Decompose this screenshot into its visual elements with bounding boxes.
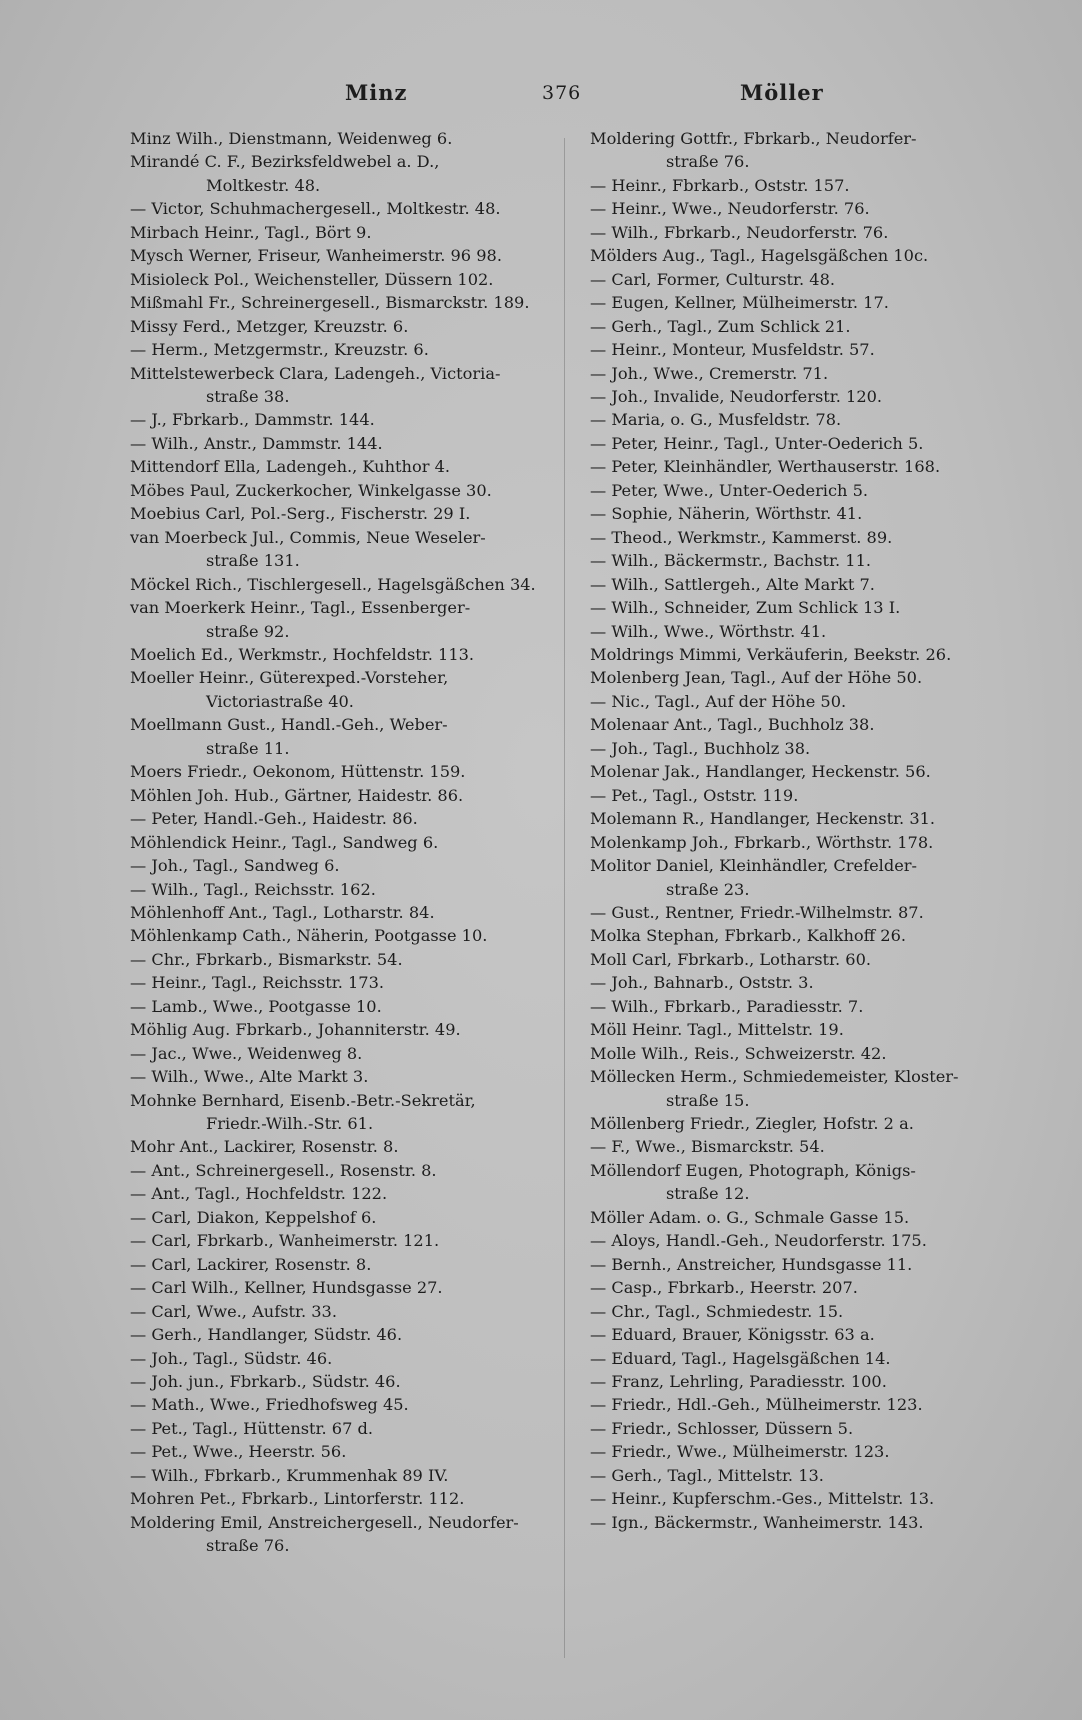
entry-line: Mohnke Bernhard, Eisenb.-Betr.-Sekretär, <box>130 1090 476 1110</box>
entry-line: Moebius Carl, Pol.-Serg., Fischerstr. 29 I. <box>130 504 471 524</box>
directory-entry <box>130 1347 570 1370</box>
entry-line: — Gerh., Handlanger, Südstr. 46. <box>130 1325 403 1345</box>
directory-entry <box>130 362 570 409</box>
directory-entry <box>590 1347 1030 1370</box>
entry-line: Moeller Heinr., Güterexped.-Vorsteher, <box>130 668 449 688</box>
entry-line: Mohr Ant., Lackirer, Rosenstr. 8. <box>130 1137 399 1157</box>
entry-line: Molle Wilh., Reis., Schweizerstr. 42. <box>590 1043 887 1063</box>
directory-entry <box>130 315 570 338</box>
entry-line: — Aloys, Handl.-Geh., Neudorferstr. 175. <box>590 1231 927 1251</box>
directory-entry <box>130 338 570 361</box>
page-header <box>130 80 1020 114</box>
entry-continuation: straße 76. <box>206 1536 290 1556</box>
entry-line: — Chr., Fbrkarb., Bismarkstr. 54. <box>130 949 403 969</box>
entry-line: — Gust., Rentner, Friedr.-Wilhelmstr. 87. <box>590 902 924 922</box>
directory-entry <box>130 1135 570 1158</box>
entry-line: — Ign., Bäckermstr., Wanheimerstr. 143. <box>590 1512 924 1532</box>
entry-line: — Nic., Tagl., Auf der Höhe 50. <box>590 691 847 711</box>
entry-line: — Friedr., Hdl.-Geh., Mülheimerstr. 123. <box>590 1395 923 1415</box>
directory-entry <box>590 1206 1030 1229</box>
directory-entry <box>130 1089 570 1136</box>
entry-line: — F., Wwe., Bismarckstr. 54. <box>590 1137 825 1157</box>
directory-entry <box>130 971 570 994</box>
entry-line: — Wilh., Anstr., Dammstr. 144. <box>130 433 383 453</box>
entry-line: — Joh., Tagl., Buchholz 38. <box>590 738 811 758</box>
entry-line: — Heinr., Wwe., Neudorferstr. 76. <box>590 199 870 219</box>
directory-entry <box>590 971 1030 994</box>
directory-entry <box>590 127 1030 174</box>
entry-line: — Ant., Tagl., Hochfeldstr. 122. <box>130 1184 388 1204</box>
directory-entry <box>130 1159 570 1182</box>
entry-line: — Herm., Metzgermstr., Kreuzstr. 6. <box>130 340 429 360</box>
directory-entry <box>130 1440 570 1463</box>
entry-line: Mittendorf Ella, Ladengeh., Kuhthor 4. <box>130 457 451 477</box>
directory-entry <box>590 1464 1030 1487</box>
directory-entry <box>130 948 570 971</box>
directory-entry <box>590 901 1030 924</box>
directory-entry <box>130 150 570 197</box>
entry-line: Möckel Rich., Tischlergesell., Hagelsgäßchen 34. <box>130 574 536 594</box>
directory-entry <box>590 807 1030 830</box>
directory-entry <box>130 1253 570 1276</box>
directory-entry <box>590 1065 1030 1112</box>
entry-line: — Peter, Kleinhändler, Werthauserstr. 168. <box>590 457 941 477</box>
directory-entry <box>590 760 1030 783</box>
entry-line: — Wilh., Wwe., Alte Markt 3. <box>130 1067 369 1087</box>
directory-entry <box>130 221 570 244</box>
entry-line: — Friedr., Wwe., Mülheimerstr. 123. <box>590 1442 890 1462</box>
directory-entry <box>590 432 1030 455</box>
entry-line: Möhlig Aug. Fbrkarb., Johanniterstr. 49. <box>130 1020 461 1040</box>
entry-continuation: straße 92. <box>206 621 290 641</box>
directory-entry <box>130 1065 570 1088</box>
entry-line: — Wilh., Bäckermstr., Bachstr. 11. <box>590 551 872 571</box>
entry-line: — Casp., Fbrkarb., Heerstr. 207. <box>590 1278 858 1298</box>
directory-entry <box>590 197 1030 220</box>
header-right-keyword: Möller <box>740 80 824 105</box>
entry-line: — Victor, Schuhmachergesell., Moltkestr. 48. <box>130 199 501 219</box>
entry-line: Moldering Emil, Anstreichergesell., Neudorfer- <box>130 1512 519 1532</box>
left-column <box>130 127 570 1558</box>
entry-line: — Joh., Wwe., Cremerstr. 71. <box>590 363 829 383</box>
entry-line: Mysch Werner, Friseur, Wanheimerstr. 96 98. <box>130 246 502 266</box>
directory-entry <box>590 995 1030 1018</box>
directory-entry <box>590 362 1030 385</box>
entry-line: Möbes Paul, Zuckerkocher, Winkelgasse 30. <box>130 480 492 500</box>
directory-entry <box>130 573 570 596</box>
entry-continuation: straße 38. <box>206 386 290 406</box>
directory-entry <box>590 1018 1030 1041</box>
directory-entry <box>130 197 570 220</box>
directory-entry <box>130 1464 570 1487</box>
entry-line: — Carl, Former, Culturstr. 48. <box>590 269 836 289</box>
entry-line: — Peter, Wwe., Unter-Oederich 5. <box>590 480 869 500</box>
entry-continuation: straße 23. <box>666 879 750 899</box>
directory-entry <box>590 924 1030 947</box>
directory-entry <box>590 315 1030 338</box>
entry-line: — Gerh., Tagl., Zum Schlick 21. <box>590 316 851 336</box>
directory-entry <box>130 244 570 267</box>
directory-entry <box>590 1300 1030 1323</box>
entry-line: Molenberg Jean, Tagl., Auf der Höhe 50. <box>590 668 923 688</box>
directory-entry <box>590 408 1030 431</box>
directory-entry <box>590 1229 1030 1252</box>
directory-entry <box>130 1300 570 1323</box>
entry-line: van Moerkerk Heinr., Tagl., Essenberger- <box>130 598 471 618</box>
entry-line: — Wilh., Fbrkarb., Neudorferstr. 76. <box>590 222 889 242</box>
entry-line: — Wilh., Wwe., Wörthstr. 41. <box>590 621 827 641</box>
header-left-keyword: Minz <box>345 80 408 105</box>
entry-continuation: straße 131. <box>206 551 300 571</box>
directory-entry <box>130 432 570 455</box>
directory-entry <box>590 1323 1030 1346</box>
entry-line: — Carl, Lackirer, Rosenstr. 8. <box>130 1254 372 1274</box>
entry-continuation: straße 12. <box>666 1184 750 1204</box>
directory-entry <box>590 385 1030 408</box>
entry-line: — Joh. jun., Fbrkarb., Südstr. 46. <box>130 1372 401 1392</box>
entry-continuation: Victoriastraße 40. <box>206 691 354 711</box>
entry-line: — Pet., Wwe., Heerstr. 56. <box>130 1442 347 1462</box>
directory-entry <box>590 573 1030 596</box>
entry-line: Möhlendick Heinr., Tagl., Sandweg 6. <box>130 832 439 852</box>
entry-line: Molitor Daniel, Kleinhändler, Crefelder- <box>590 856 918 876</box>
entry-line: — Math., Wwe., Friedhofsweg 45. <box>130 1395 409 1415</box>
directory-entry <box>590 338 1030 361</box>
directory-entry <box>590 549 1030 572</box>
directory-entry <box>590 596 1030 619</box>
directory-entry <box>590 948 1030 971</box>
directory-entry <box>590 666 1030 689</box>
entry-line: Möller Adam. o. G., Schmale Gasse 15. <box>590 1207 910 1227</box>
entry-line: — Lamb., Wwe., Pootgasse 10. <box>130 996 382 1016</box>
entry-line: — J., Fbrkarb., Dammstr. 144. <box>130 410 375 430</box>
entry-line: Molemann R., Handlanger, Heckenstr. 31. <box>590 809 936 829</box>
directory-entry <box>590 1440 1030 1463</box>
entry-line: — Wilh., Fbrkarb., Krummenhak 89 IV. <box>130 1465 449 1485</box>
directory-entry <box>590 737 1030 760</box>
entry-line: — Carl, Wwe., Aufstr. 33. <box>130 1301 337 1321</box>
directory-entry <box>130 713 570 760</box>
directory-entry <box>130 901 570 924</box>
entry-line: Molenaar Ant., Tagl., Buchholz 38. <box>590 715 875 735</box>
entry-line: Moll Carl, Fbrkarb., Lotharstr. 60. <box>590 949 872 969</box>
entry-line: Moelich Ed., Werkmstr., Hochfeldstr. 113. <box>130 644 475 664</box>
directory-entry <box>130 268 570 291</box>
directory-entry <box>130 760 570 783</box>
directory-entry <box>130 1511 570 1558</box>
entry-line: Mirbach Heinr., Tagl., Bört 9. <box>130 222 372 242</box>
entry-line: — Eduard, Brauer, Königsstr. 63 a. <box>590 1325 875 1345</box>
entry-line: Minz Wilh., Dienstmann, Weidenweg 6. <box>130 129 453 148</box>
entry-line: — Theod., Werkmstr., Kammerst. 89. <box>590 527 893 547</box>
directory-entry <box>130 1323 570 1346</box>
entry-line: — Sophie, Näherin, Wörthstr. 41. <box>590 504 863 524</box>
directory-entry <box>130 643 570 666</box>
directory-entry <box>590 1159 1030 1206</box>
directory-entry <box>130 831 570 854</box>
directory-entry <box>590 620 1030 643</box>
entry-line: — Franz, Lehrling, Paradiesstr. 100. <box>590 1372 887 1392</box>
entry-line: — Eduard, Tagl., Hagelsgäßchen 14. <box>590 1348 891 1368</box>
directory-entry <box>130 1417 570 1440</box>
directory-entry <box>590 784 1030 807</box>
entry-line: Moers Friedr., Oekonom, Hüttenstr. 159. <box>130 762 466 782</box>
directory-entry <box>130 854 570 877</box>
entry-line: — Joh., Tagl., Südstr. 46. <box>130 1348 333 1368</box>
entry-continuation: Moltkestr. 48. <box>206 175 321 195</box>
entry-line: — Carl, Diakon, Keppelshof 6. <box>130 1207 377 1227</box>
entry-line: Missy Ferd., Metzger, Kreuzstr. 6. <box>130 316 409 336</box>
entry-line: — Pet., Tagl., Hüttenstr. 67 d. <box>130 1418 374 1438</box>
entry-line: Möllecken Herm., Schmiedemeister, Kloster- <box>590 1067 959 1087</box>
directory-entry <box>590 643 1030 666</box>
entry-continuation: straße 11. <box>206 738 290 758</box>
directory-entry <box>130 807 570 830</box>
directory-entry <box>590 291 1030 314</box>
directory-entry <box>590 526 1030 549</box>
entry-line: Mißmahl Fr., Schreinergesell., Bismarckstr. 189. <box>130 293 530 313</box>
directory-entry <box>130 479 570 502</box>
entry-line: — Ant., Schreinergesell., Rosenstr. 8. <box>130 1160 437 1180</box>
directory-entry <box>130 1370 570 1393</box>
entry-line: Möhlenhoff Ant., Tagl., Lotharstr. 84. <box>130 902 435 922</box>
directory-entry <box>590 1042 1030 1065</box>
entry-line: — Pet., Tagl., Oststr. 119. <box>590 785 799 805</box>
entry-line: — Heinr., Tagl., Reichsstr. 173. <box>130 973 385 993</box>
entry-line: — Gerh., Tagl., Mittelstr. 13. <box>590 1465 824 1485</box>
page-number: 376 <box>542 82 582 104</box>
entry-line: — Heinr., Kupferschm.-Ges., Mittelstr. 13. <box>590 1489 935 1509</box>
entry-line: Molenkamp Joh., Fbrkarb., Wörthstr. 178. <box>590 832 934 852</box>
directory-entry <box>130 1276 570 1299</box>
entry-line: — Joh., Bahnarb., Oststr. 3. <box>590 973 814 993</box>
entry-line: — Peter, Heinr., Tagl., Unter-Oederich 5. <box>590 433 924 453</box>
directory-entry <box>590 1253 1030 1276</box>
directory-entry <box>590 1135 1030 1158</box>
directory-entry <box>130 1393 570 1416</box>
entry-line: Moellmann Gust., Handl.-Geh., Weber- <box>130 715 448 735</box>
entry-line: Moldrings Mimmi, Verkäuferin, Beekstr. 26. <box>590 644 952 664</box>
entry-line: — Joh., Invalide, Neudorferstr. 120. <box>590 386 883 406</box>
entry-line: Molenar Jak., Handlanger, Heckenstr. 56. <box>590 762 931 782</box>
directory-entry <box>590 479 1030 502</box>
directory-entry <box>130 878 570 901</box>
entry-line: — Bernh., Anstreicher, Hundsgasse 11. <box>590 1254 913 1274</box>
directory-entry <box>130 526 570 573</box>
entry-line: van Moerbeck Jul., Commis, Neue Weseler- <box>130 527 486 547</box>
entry-continuation: Friedr.-Wilh.-Str. 61. <box>206 1114 374 1134</box>
directory-entry <box>590 174 1030 197</box>
directory-entry <box>130 1206 570 1229</box>
directory-entry <box>130 127 570 150</box>
entry-line: — Heinr., Fbrkarb., Oststr. 157. <box>590 175 850 195</box>
entry-line: Mittelstewerbeck Clara, Ladengeh., Victoria- <box>130 363 501 383</box>
directory-entry <box>590 1393 1030 1416</box>
entry-line: — Wilh., Schneider, Zum Schlick 13 I. <box>590 598 901 618</box>
directory-entry <box>130 408 570 431</box>
entry-line: Mölders Aug., Tagl., Hagelsgäßchen 10c. <box>590 246 929 266</box>
directory-entry <box>130 924 570 947</box>
entry-line: Möllenberg Friedr., Ziegler, Hofstr. 2 a. <box>590 1114 914 1134</box>
entry-line: — Wilh., Tagl., Reichsstr. 162. <box>130 879 376 899</box>
entry-line: — Heinr., Monteur, Musfeldstr. 57. <box>590 340 875 360</box>
directory-entry <box>130 1182 570 1205</box>
entry-line: — Wilh., Fbrkarb., Paradiesstr. 7. <box>590 996 864 1016</box>
entry-line: Moldering Gottfr., Fbrkarb., Neudorfer- <box>590 129 917 148</box>
directory-entry <box>590 1417 1030 1440</box>
directory-entry <box>590 244 1030 267</box>
directory-entry <box>590 690 1030 713</box>
directory-entry <box>590 831 1030 854</box>
directory-entry <box>590 1112 1030 1135</box>
entry-line: Möllendorf Eugen, Photograph, Königs- <box>590 1160 916 1180</box>
entry-line: Möhlenkamp Cath., Näherin, Pootgasse 10. <box>130 926 488 946</box>
entry-line: Misioleck Pol., Weichensteller, Düssern 102. <box>130 269 494 289</box>
directory-entry <box>590 502 1030 525</box>
directory-entry <box>590 1276 1030 1299</box>
directory-entry <box>130 455 570 478</box>
directory-entry <box>590 455 1030 478</box>
directory-entry <box>130 1042 570 1065</box>
directory-entry <box>590 268 1030 291</box>
directory-entry <box>590 1487 1030 1510</box>
right-column <box>590 127 1030 1534</box>
entry-line: Molka Stephan, Fbrkarb., Kalkhoff 26. <box>590 926 907 946</box>
directory-entry <box>130 1229 570 1252</box>
directory-entry <box>130 784 570 807</box>
directory-entry <box>130 1487 570 1510</box>
entry-line: — Carl, Fbrkarb., Wanheimerstr. 121. <box>130 1231 440 1251</box>
entry-line: — Maria, o. G., Musfeldstr. 78. <box>590 410 842 430</box>
directory-entry <box>130 291 570 314</box>
directory-entry <box>590 854 1030 901</box>
entry-line: — Friedr., Schlosser, Düssern 5. <box>590 1418 854 1438</box>
directory-entry <box>130 502 570 525</box>
entry-line: Mirandé C. F., Bezirksfeldwebel a. D., <box>130 152 440 172</box>
entry-line: — Wilh., Sattlergeh., Alte Markt 7. <box>590 574 875 594</box>
entry-continuation: straße 15. <box>666 1090 750 1110</box>
entry-line: — Carl Wilh., Kellner, Hundsgasse 27. <box>130 1278 443 1298</box>
entry-line: — Chr., Tagl., Schmiedestr. 15. <box>590 1301 844 1321</box>
directory-entry <box>590 713 1030 736</box>
entry-continuation: straße 76. <box>666 152 750 172</box>
entry-line: Möhlen Joh. Hub., Gärtner, Haidestr. 86. <box>130 785 464 805</box>
entry-line: — Peter, Handl.-Geh., Haidestr. 86. <box>130 809 418 829</box>
directory-entry <box>130 995 570 1018</box>
entry-line: — Joh., Tagl., Sandweg 6. <box>130 856 340 876</box>
entry-line: — Eugen, Kellner, Mülheimerstr. 17. <box>590 293 889 313</box>
entry-line: Mohren Pet., Fbrkarb., Lintorferstr. 112. <box>130 1489 465 1509</box>
directory-entry <box>590 1370 1030 1393</box>
entry-line: — Jac., Wwe., Weidenweg 8. <box>130 1043 363 1063</box>
directory-entry <box>590 221 1030 244</box>
directory-entry <box>130 1018 570 1041</box>
directory-entry <box>130 596 570 643</box>
directory-entry <box>130 666 570 713</box>
entry-line: Möll Heinr. Tagl., Mittelstr. 19. <box>590 1020 844 1040</box>
directory-entry <box>590 1511 1030 1534</box>
